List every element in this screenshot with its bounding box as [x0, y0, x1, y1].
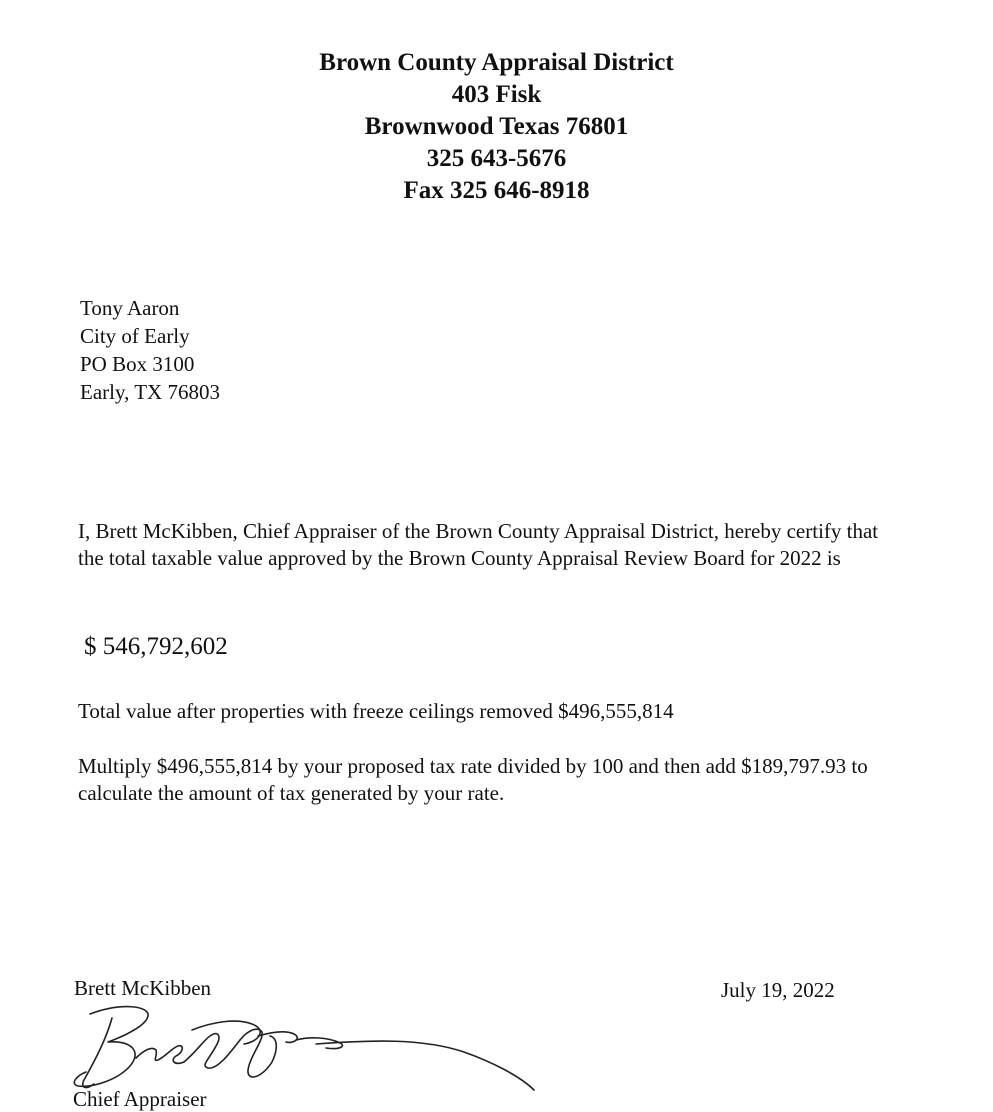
recipient-organization: City of Early: [80, 324, 190, 348]
recipient-city: Early, TX 76803: [80, 380, 220, 404]
letterhead-city: Brownwood Texas 76801: [364, 113, 629, 140]
signer-name: Brett McKibben: [74, 976, 212, 1000]
letterhead: [0, 47, 993, 207]
tax-calculation-instruction: Multiply $496,555,814 by your proposed tax rate divided by 100 and then add $189,797.93 to calculate the amount of tax generated by your rate.: [78, 754, 868, 805]
recipient-po-box: PO Box 3100: [80, 352, 195, 376]
freeze-ceiling-value-line: Total value after properties with freeze ceilings removed $496,555,814: [78, 699, 674, 723]
recipient-name: Tony Aaron: [80, 296, 180, 320]
letterhead-street: 403 Fisk: [451, 81, 542, 108]
letterhead-organization: Brown County Appraisal District: [319, 49, 674, 76]
letterhead-phone: 325 643-5676: [426, 145, 567, 172]
certification-paragraph: I, Brett McKibben, Chief Appraiser of the Brown County Appraisal District, hereby certify that the total taxable value approved by the Brown County Appraisal Review Board for 2022 is: [78, 519, 879, 570]
signature-date: July 19, 2022: [721, 978, 835, 1002]
recipient-address: [80, 294, 220, 406]
letterhead-fax: Fax 325 646-8918: [403, 177, 590, 204]
taxable-value-amount: $ 546,792,602: [84, 633, 228, 660]
signer-title: Chief Appraiser: [73, 1087, 207, 1111]
